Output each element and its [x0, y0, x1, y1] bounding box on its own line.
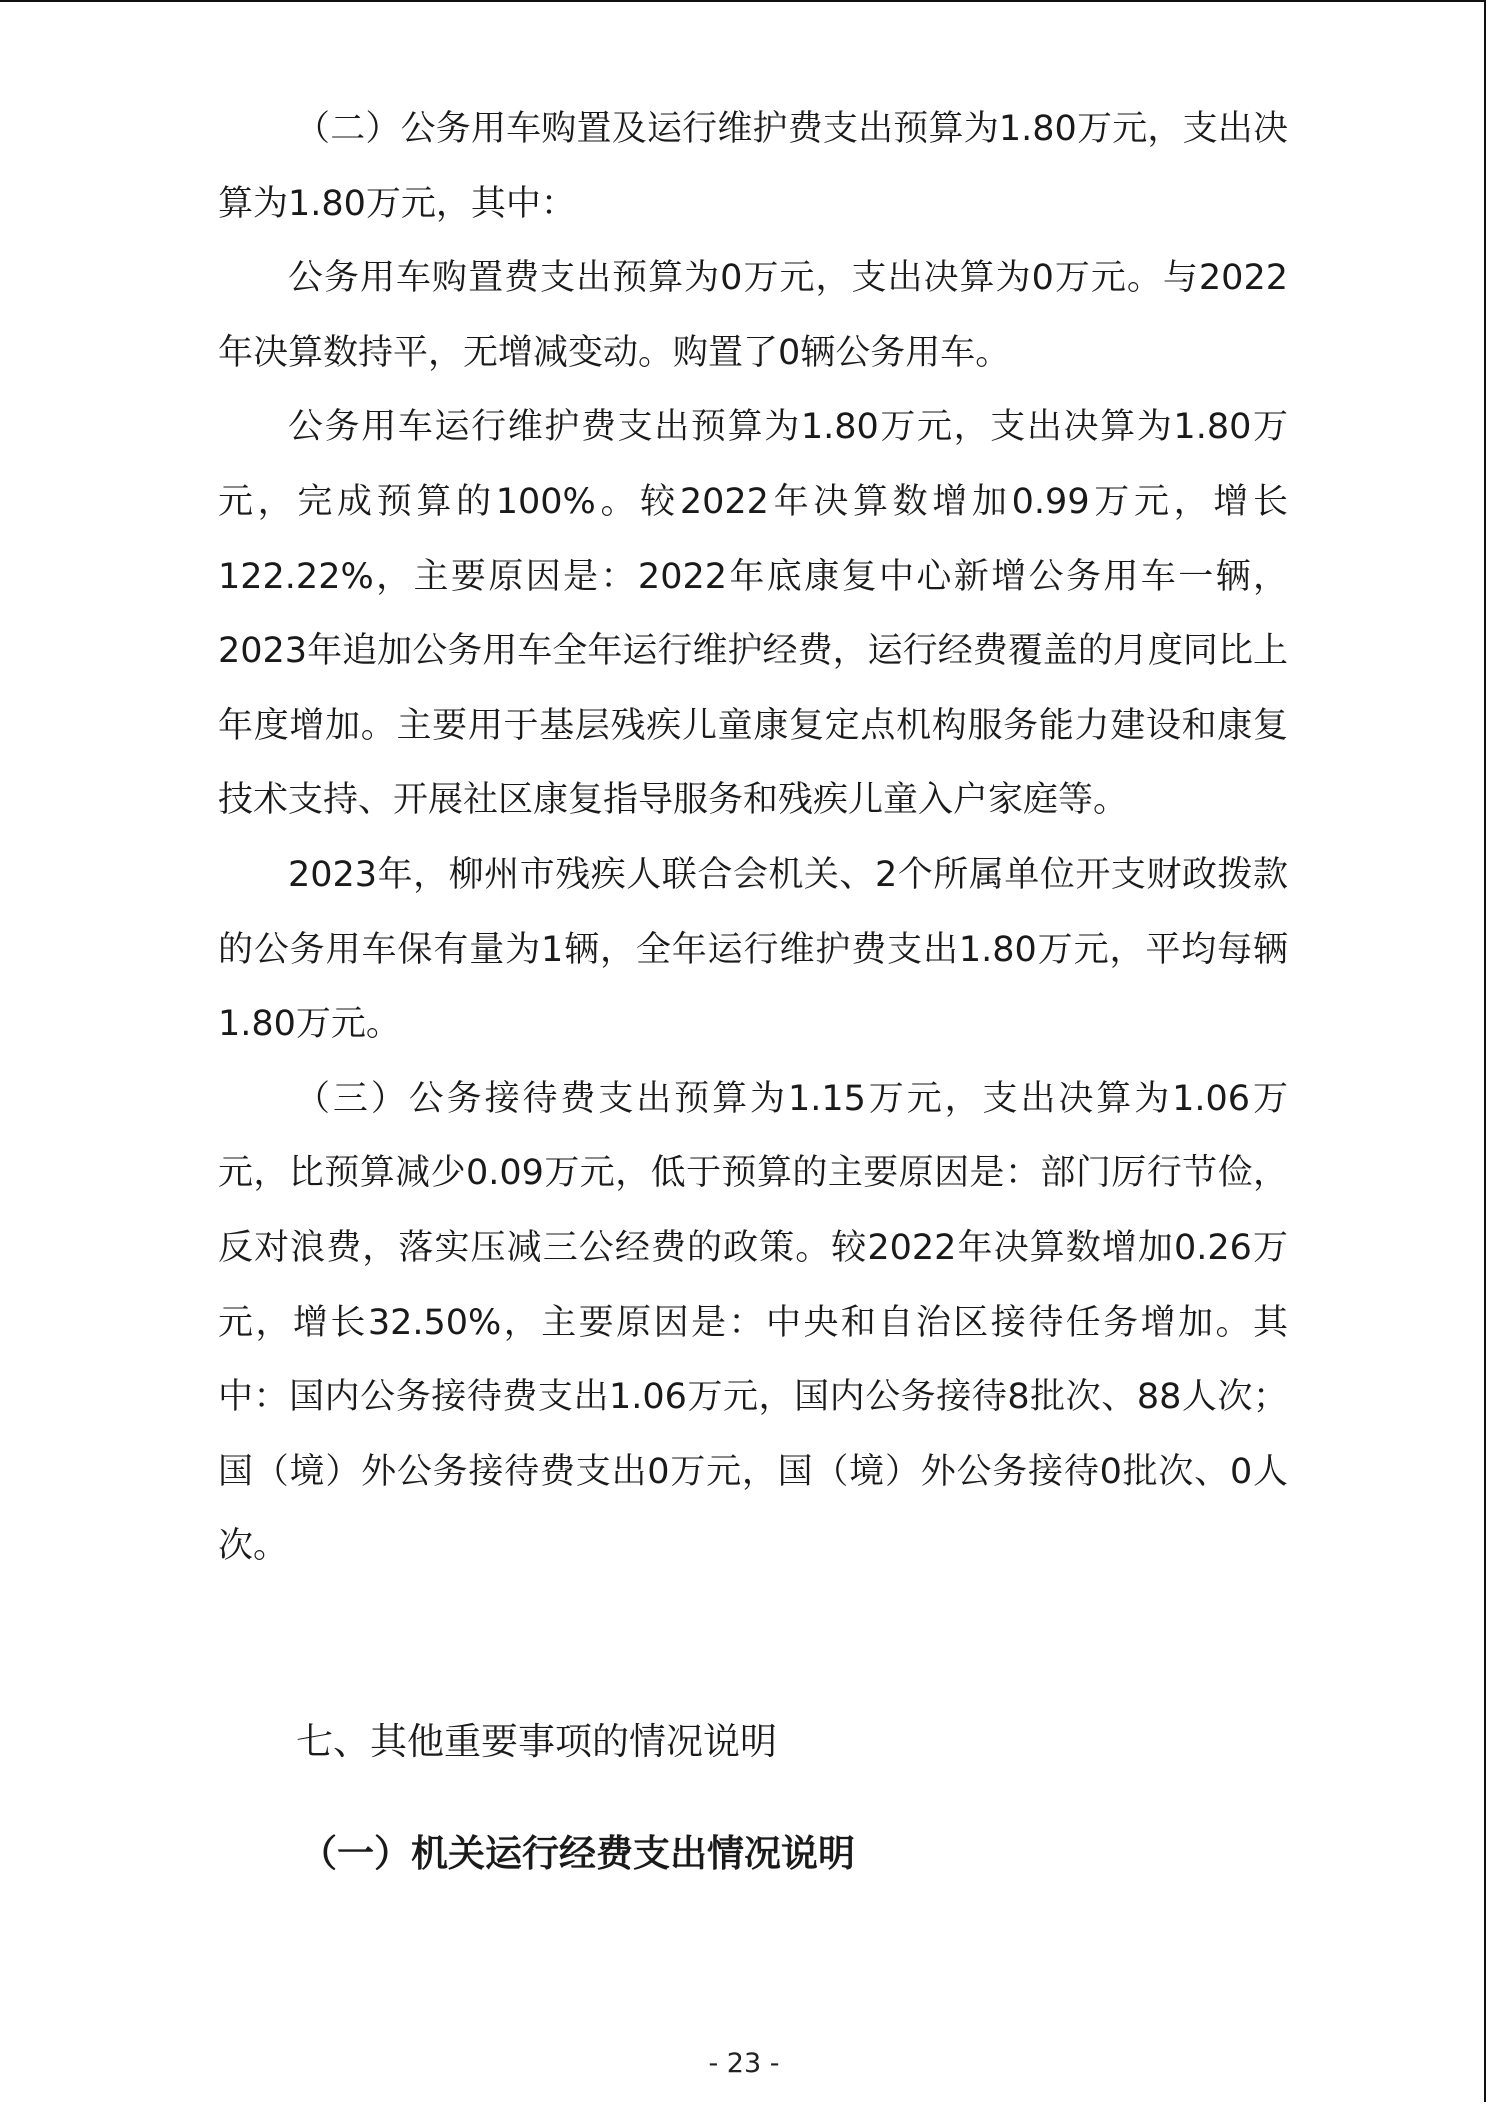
paragraph-vehicle-maintenance: 公务用车运行维护费支出预算为1.80万元，支出决算为1.80万元，完成预算的100%。较2022年决算数增加0.99万元，增长122.22%，主要原因是：2022年底康复中心新增公务用车一辆，2023年追加公务用车全年运行维护经费，运行经费覆盖的月度同比上年度增加。主要用于基层残疾儿童康复定点机构服务能力建设和康复技术支持、开展社区康复指导服务和残疾儿童入户家庭等。	[218, 407, 1288, 821]
subsection-heading: （一）机关运行经费支出情况说明	[300, 1832, 855, 1875]
paragraph-vehicle-holdings: 2023年，柳州市残疾人联合会机关、2个所属单位开支财政拨款的公务用车保有量为1辆，全年运行维护费支出1.80万元，平均每辆1.80万元。	[218, 854, 1288, 1045]
body-text	[218, 92, 1288, 1584]
paragraph-reception: （三）公务接待费支出预算为1.15万元，支出决算为1.06万元，比预算减少0.09万元，低于预算的主要原因是：部门厉行节俭，反对浪费，落实压减三公经费的政策。较2022年决算数增加0.26万元，增长32.50%，主要原因是：中央和自治区接待任务增加。其中：国内公务接待费支出1.06万元，国内公务接待8批次、88人次；国（境）外公务接待费支出0万元，国（境）外公务接待0批次、0人次。	[218, 1078, 1288, 1567]
paragraph-vehicle-budget: （二）公务用车购置及运行维护费支出预算为1.80万元，支出决算为1.80万元，其中：	[218, 109, 1288, 224]
paragraph-vehicle-purchase: 公务用车购置费支出预算为0万元，支出决算为0万元。与2022年决算数持平，无增减变动。购置了0辆公务用车。	[218, 258, 1288, 373]
page-number: - 23 -	[708, 2048, 780, 2079]
section-heading: 七、其他重要事项的情况说明	[296, 1720, 777, 1763]
